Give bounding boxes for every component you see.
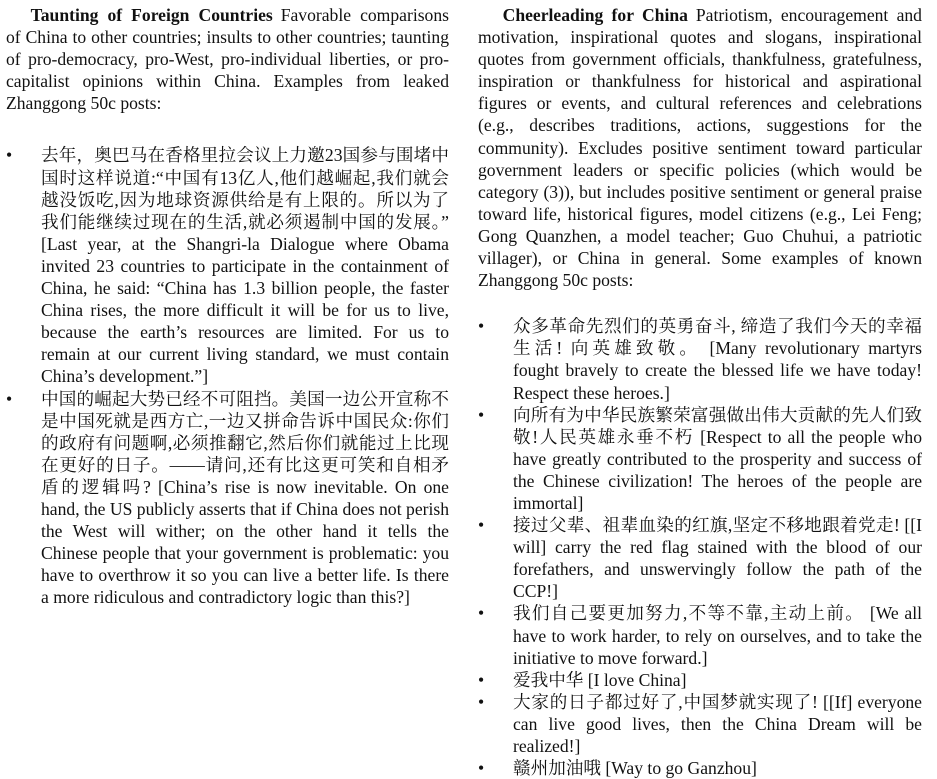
example-text: 众多革命先烈们的英勇奋斗, 缔造了我们今天的幸福生活! 向英雄致敬。 [Many revolutionary martyrs fought bravely to create the blessed life we have today! Respect these heroes.]: [513, 316, 922, 403]
list-item: [478, 602, 922, 668]
example-text: 接过父辈、祖辈血染的红旗,坚定不移地跟着党走! [[I will] carry the red flag stained with the blood of our forefathers, and unswervingly follow the path of the CCP!]: [513, 515, 922, 602]
list-item: [478, 315, 922, 403]
category-description: Patriotism, encouragement and motivation, inspirational quotes and slogans, inspirational quotes from government officials, thankfulness, gratefulness, inspiration or thankfulness for historical and aspirational figures or events, and cultural references and celebrations (e.g., describes traditions, actions, suggestions for the community). Excludes positive sentiment toward particular government leaders or specific policies (which would be category (3)), but includes positive sentiment or general praise toward life, historical figures, model citizens (e.g., Lei Feng; Gong Quanzhen, a model teacher; Guo Chuhui, a patriotic villager), or China in general. Some examples of known Zhanggong 50c posts:: [478, 5, 922, 291]
bullet-icon: •: [478, 669, 485, 690]
category-heading: Cheerleading for China: [502, 5, 688, 25]
example-text: 中国的崛起大势已经不可阻挡。美国一边公开宣称不是中国死就是西方亡,一边又拼命告诉中国民众:你们的政府有问题啊,必须推翻它,然后你们就能过上比现在更好的日子。——请问,还有比这更可笑和自相矛盾的逻辑吗? [China’s rise is now inevitable. On one hand, the US publicly asserts that if China does not perish the West will wither; on the other hand it tells the Chinese people that your government is problematic: you have to overthrow it so you can live a better life. Is there a more ridiculous and contradictory logic than this?]: [41, 388, 450, 608]
bullet-icon: •: [478, 515, 485, 536]
bullet-icon: •: [478, 404, 485, 425]
example-text: 大家的日子都过好了,中国梦就实现了! [[If] everyone can live good lives, then the China Dream will be realized!]: [513, 691, 922, 756]
category-heading: Taunting of Foreign Countries: [30, 5, 273, 25]
example-text: 爱我中华 [I love China]: [513, 669, 687, 690]
right-column: [478, 4, 922, 779]
category-paragraph: [6, 4, 449, 114]
bullet-icon: •: [6, 145, 13, 166]
example-text: 我们自己要更加努力,不等不靠,主动上前。 [We all have to work harder, to rely on ourselves, and to take the initiative to move forward.]: [513, 603, 922, 668]
example-text: 向所有为中华民族繁荣富强做出伟大贡献的先人们致敬!人民英雄永垂不朽 [Respect to all the people who have greatly contributed to the prosperity and success of the Chinese civilization! The heroes of the people are immortal]: [513, 404, 922, 513]
list-item: [6, 388, 449, 609]
category-description: Favorable comparisons of China to other countries; insults to other countries; taunting of pro-democracy, pro-West, pro-individual liberties, or pro-capitalist opinions within China. Examples from leaked Zhanggong 50c posts:: [6, 5, 449, 114]
bullet-icon: •: [478, 603, 485, 624]
left-column: [6, 4, 449, 608]
list-item: [478, 757, 922, 779]
example-text: 赣州加油哦 [Way to go Ganzhou]: [513, 758, 757, 779]
list-item: [478, 691, 922, 757]
example-text: 去年，奥巴马在香格里拉会议上力邀23国参与围堵中国时这样说道:“中国有13亿人,他们越崛起,我们就会越没饭吃,因为地球资源供给是有上限的。所以为了我们能继续过现在的生活,就必须遏制中国的发展。” [Last year, at the Shangri-la Dialogue where Obama invited 23 countries to participate in the containment of China, he said: “China has 1.3 billion people, the faster China rises, the more difficult it will be for us to live, because the earth’s resources are limited. For us to remain at our current living standard, we must contain China’s development.”]: [41, 145, 449, 387]
example-list: [478, 315, 922, 779]
list-item: [6, 144, 449, 387]
list-item: [478, 514, 922, 602]
bullet-icon: •: [478, 758, 485, 779]
example-list: [6, 144, 449, 608]
list-item: [478, 404, 922, 514]
bullet-icon: •: [478, 316, 485, 337]
category-paragraph: [478, 4, 922, 291]
bullet-icon: •: [478, 691, 485, 712]
list-item: [478, 669, 922, 691]
bullet-icon: •: [6, 388, 13, 409]
